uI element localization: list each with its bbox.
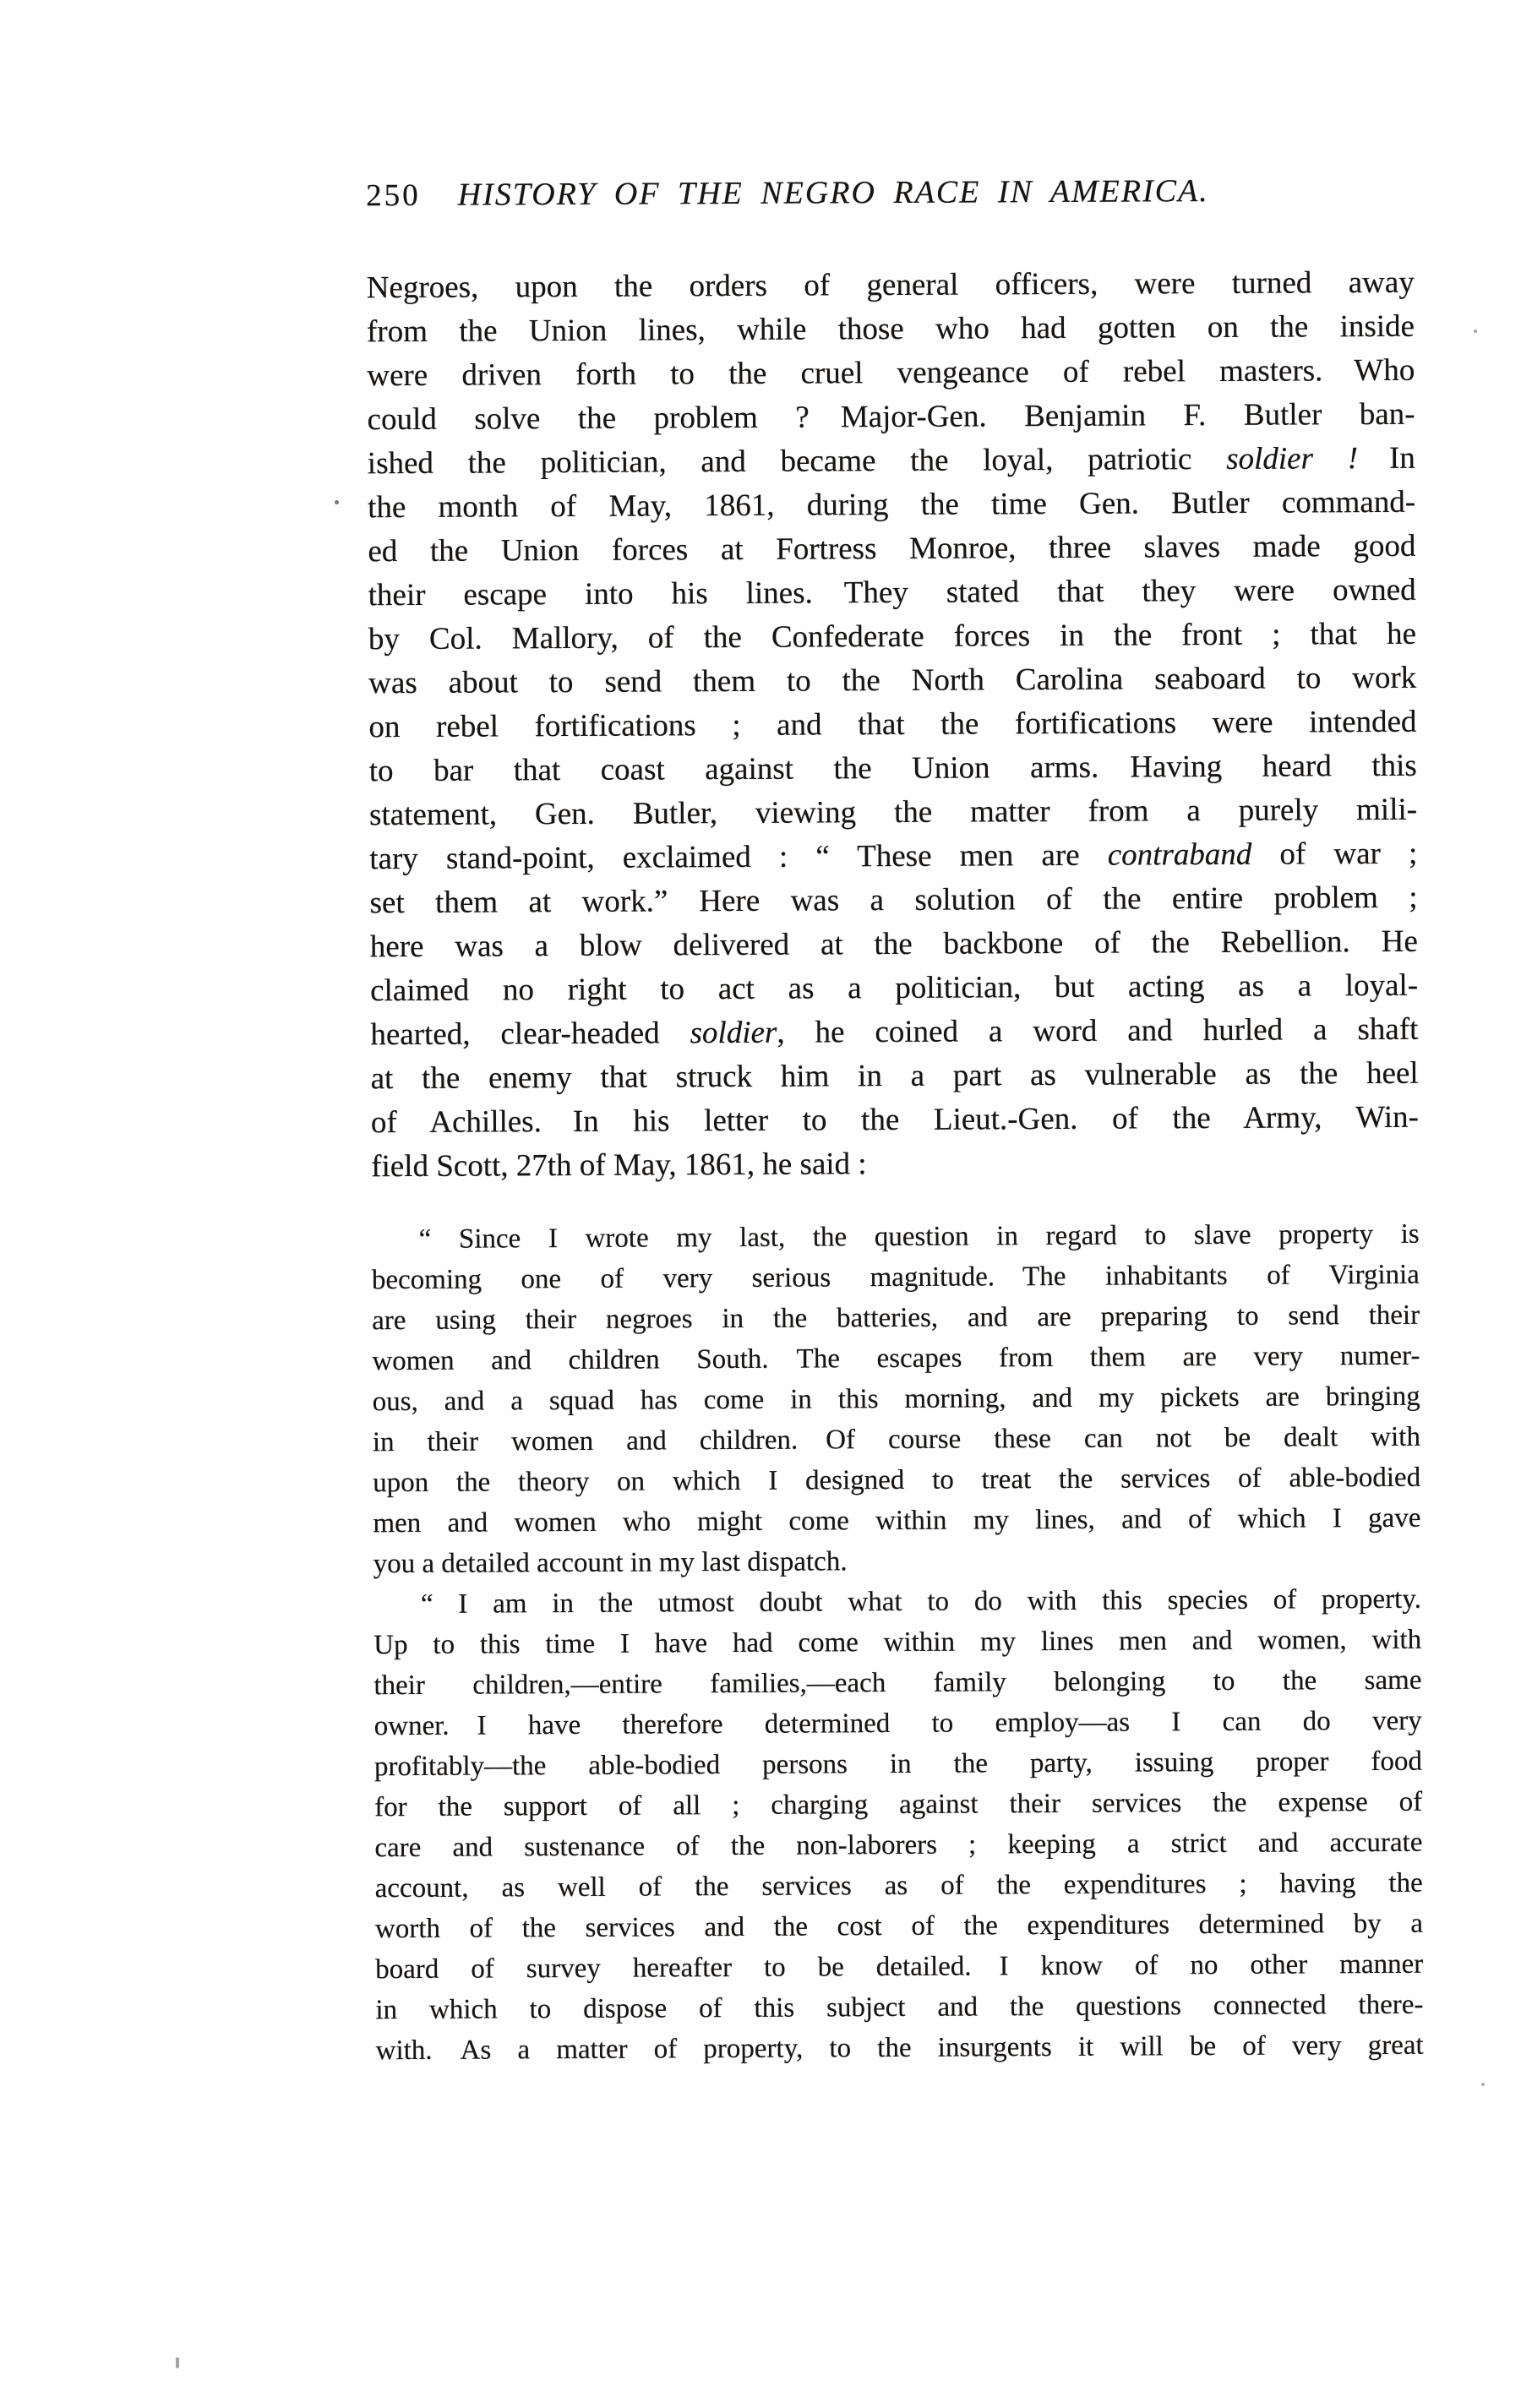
scan-speck xyxy=(176,2357,179,2368)
text-segment: Up to this time I have had come within my lines men and women, with xyxy=(373,1624,1422,1661)
text-segment: their escape into his lines. They stated that they were owned xyxy=(368,572,1416,613)
text-segment: statement, Gen. Butler, viewing the matter from a purely mili- xyxy=(368,792,1418,833)
text-segment: the month of May, 1861, during the time Gen. Butler command- xyxy=(368,484,1416,526)
text-segment: Negroes, upon the orders of general officers, were turned away xyxy=(366,264,1415,306)
text-segment: claimed no right to act as a politician, but acting as a loyal- xyxy=(370,967,1419,1009)
text-segment: are using their negroes in the batteries, and are preparing to send their xyxy=(372,1299,1420,1337)
text-line xyxy=(373,1620,1421,1665)
page-content xyxy=(365,0,1426,2408)
text-segment: soldier ! xyxy=(1226,441,1359,477)
text-line xyxy=(368,656,1416,706)
text-line xyxy=(373,1579,1421,1625)
text-segment: profitably—the able-bodied persons in the party, issuing proper food xyxy=(373,1746,1423,1783)
text-segment: in their women and children. Of course these can not be dealt with xyxy=(372,1421,1421,1458)
text-line xyxy=(374,1701,1422,1746)
text-line xyxy=(371,1096,1419,1145)
text-segment: account, as well of the services as of the expenditures ; having the xyxy=(374,1867,1423,1904)
text-segment: ished the politician, and became the loyal, patriotic xyxy=(367,441,1227,482)
text-line xyxy=(370,920,1418,969)
text-segment: their children,—entire families,—each family belonging to the same xyxy=(373,1664,1422,1702)
text-segment: set them at work.” Here was a solution of the entire problem ; xyxy=(369,880,1418,921)
text-segment: hearted, clear-headed xyxy=(370,1016,690,1053)
text-line xyxy=(369,832,1417,881)
text-segment: board of survey hereafter to be detailed. I know of no other manner xyxy=(375,1948,1424,1986)
text-segment: In xyxy=(1357,440,1415,477)
text-segment: to bar that coast against the Union arms. Having heard this xyxy=(368,748,1417,789)
text-segment: were driven forth to the cruel vengeance of rebel masters. Who xyxy=(367,352,1415,394)
text-segment: at the enemy that struck him in a part as vulnerable as the heel xyxy=(370,1055,1419,1097)
text-line xyxy=(373,1457,1420,1503)
text-segment: upon the theory on which I designed to treat the services of able-bodied xyxy=(373,1462,1421,1499)
text-segment: from the Union lines, while those who had gotten on the inside xyxy=(366,308,1415,350)
text-line xyxy=(369,788,1417,837)
text-line xyxy=(369,876,1417,925)
text-segment: you a detailed account in my last dispatch. xyxy=(373,1546,848,1580)
text-segment: of Achilles. In his letter to the Lieut.-Gen. of the Army, Win- xyxy=(370,1099,1420,1141)
text-segment: becoming one of very serious magnitude. The inhabitants of Virginia xyxy=(371,1259,1420,1296)
running-title: HISTORY OF THE NEGRO RACE IN AMERICA. xyxy=(457,173,1209,213)
text-line xyxy=(367,305,1415,354)
text-segment: contraband xyxy=(1107,836,1252,873)
text-line xyxy=(370,1008,1418,1057)
text-line xyxy=(373,1498,1420,1544)
text-segment: tary stand-point, exclaimed : “ These men are xyxy=(369,837,1108,877)
text-line xyxy=(369,744,1417,793)
text-line xyxy=(374,1782,1422,1828)
text-line xyxy=(375,1904,1423,1949)
text-segment: “ I am in the utmost doubt what to do with this species of property. xyxy=(420,1583,1422,1620)
text-line xyxy=(368,525,1415,574)
text-line xyxy=(367,349,1415,398)
text-line xyxy=(371,1052,1419,1101)
text-segment: ous, and a squad has come in this morning, and my pickets are bringing xyxy=(372,1381,1420,1418)
text-line xyxy=(376,2025,1424,2071)
text-segment: was about to send them to the North Carolina seaboard to work xyxy=(368,660,1417,701)
text-line xyxy=(367,393,1415,442)
text-segment: on rebel fortifications ; and that the fortifications were intended xyxy=(368,704,1417,745)
text-line xyxy=(373,1539,1421,1584)
text-segment: men and women who might come within my lines, and of which I gave xyxy=(373,1502,1421,1539)
text-line xyxy=(372,1214,1420,1260)
text-line xyxy=(375,1944,1423,1990)
text-line xyxy=(367,261,1415,310)
text-line xyxy=(373,1417,1420,1463)
running-header xyxy=(366,172,1414,214)
text-line xyxy=(372,1255,1420,1300)
text-segment: care and sustenance of the non-laborers ; keeping a strict and accurate xyxy=(374,1827,1423,1864)
text-segment: for the support of all ; charging against their services the expense of xyxy=(374,1786,1423,1823)
scan-speck xyxy=(1474,330,1477,333)
text-segment: women and children South. The escapes from them are very numer- xyxy=(372,1340,1420,1377)
text-segment: in which to dispose of this subject and the questions connected there- xyxy=(375,1989,1424,2026)
page-number: 250 xyxy=(366,177,421,214)
text-segment: owner. I have therefore determined to employ—as I can do very xyxy=(373,1705,1422,1742)
text-line xyxy=(368,700,1416,749)
text-segment: could solve the problem ? Major-Gen. Benjamin F. Butler ban- xyxy=(367,396,1415,438)
text-segment: “ Since I wrote my last, the question in regard to slave property is xyxy=(418,1218,1420,1255)
text-segment: soldier xyxy=(690,1015,777,1051)
text-line xyxy=(370,964,1418,1013)
text-line xyxy=(368,481,1415,530)
text-line xyxy=(374,1741,1422,1787)
text-segment: ed the Union forces at Fortress Monroe, three slaves made good xyxy=(368,528,1416,569)
text-line xyxy=(372,1295,1420,1341)
text-line xyxy=(375,1985,1423,2030)
text-segment: of war ; xyxy=(1251,836,1418,872)
scan-speck xyxy=(335,500,339,504)
body-paragraph xyxy=(367,261,1420,1189)
text-segment: with. As a matter of property, to the insurgents it will be of very great xyxy=(375,2029,1424,2067)
text-segment: by Col. Mallory, of the Confederate forces in the front ; that he xyxy=(368,616,1417,657)
text-line xyxy=(368,569,1416,618)
text-line xyxy=(373,1376,1420,1422)
text-segment: , he coined a word and hurled a shaft xyxy=(777,1011,1419,1050)
text-line xyxy=(375,1863,1423,1909)
text-segment: field Scott, 27th of May, 1861, he said : xyxy=(371,1147,867,1185)
text-line xyxy=(372,1336,1420,1381)
text-segment: here was a blow delivered at the backbone of the Rebellion. He xyxy=(369,923,1418,965)
block-quote-letter xyxy=(372,1214,1424,2071)
scan-speck xyxy=(1481,2083,1485,2086)
text-line xyxy=(374,1822,1422,1868)
text-line xyxy=(371,1140,1419,1189)
text-line xyxy=(368,613,1416,662)
text-line xyxy=(368,437,1415,486)
text-line xyxy=(373,1660,1421,1706)
text-segment: worth of the services and the cost of the expenditures determined by a xyxy=(374,1908,1424,1945)
